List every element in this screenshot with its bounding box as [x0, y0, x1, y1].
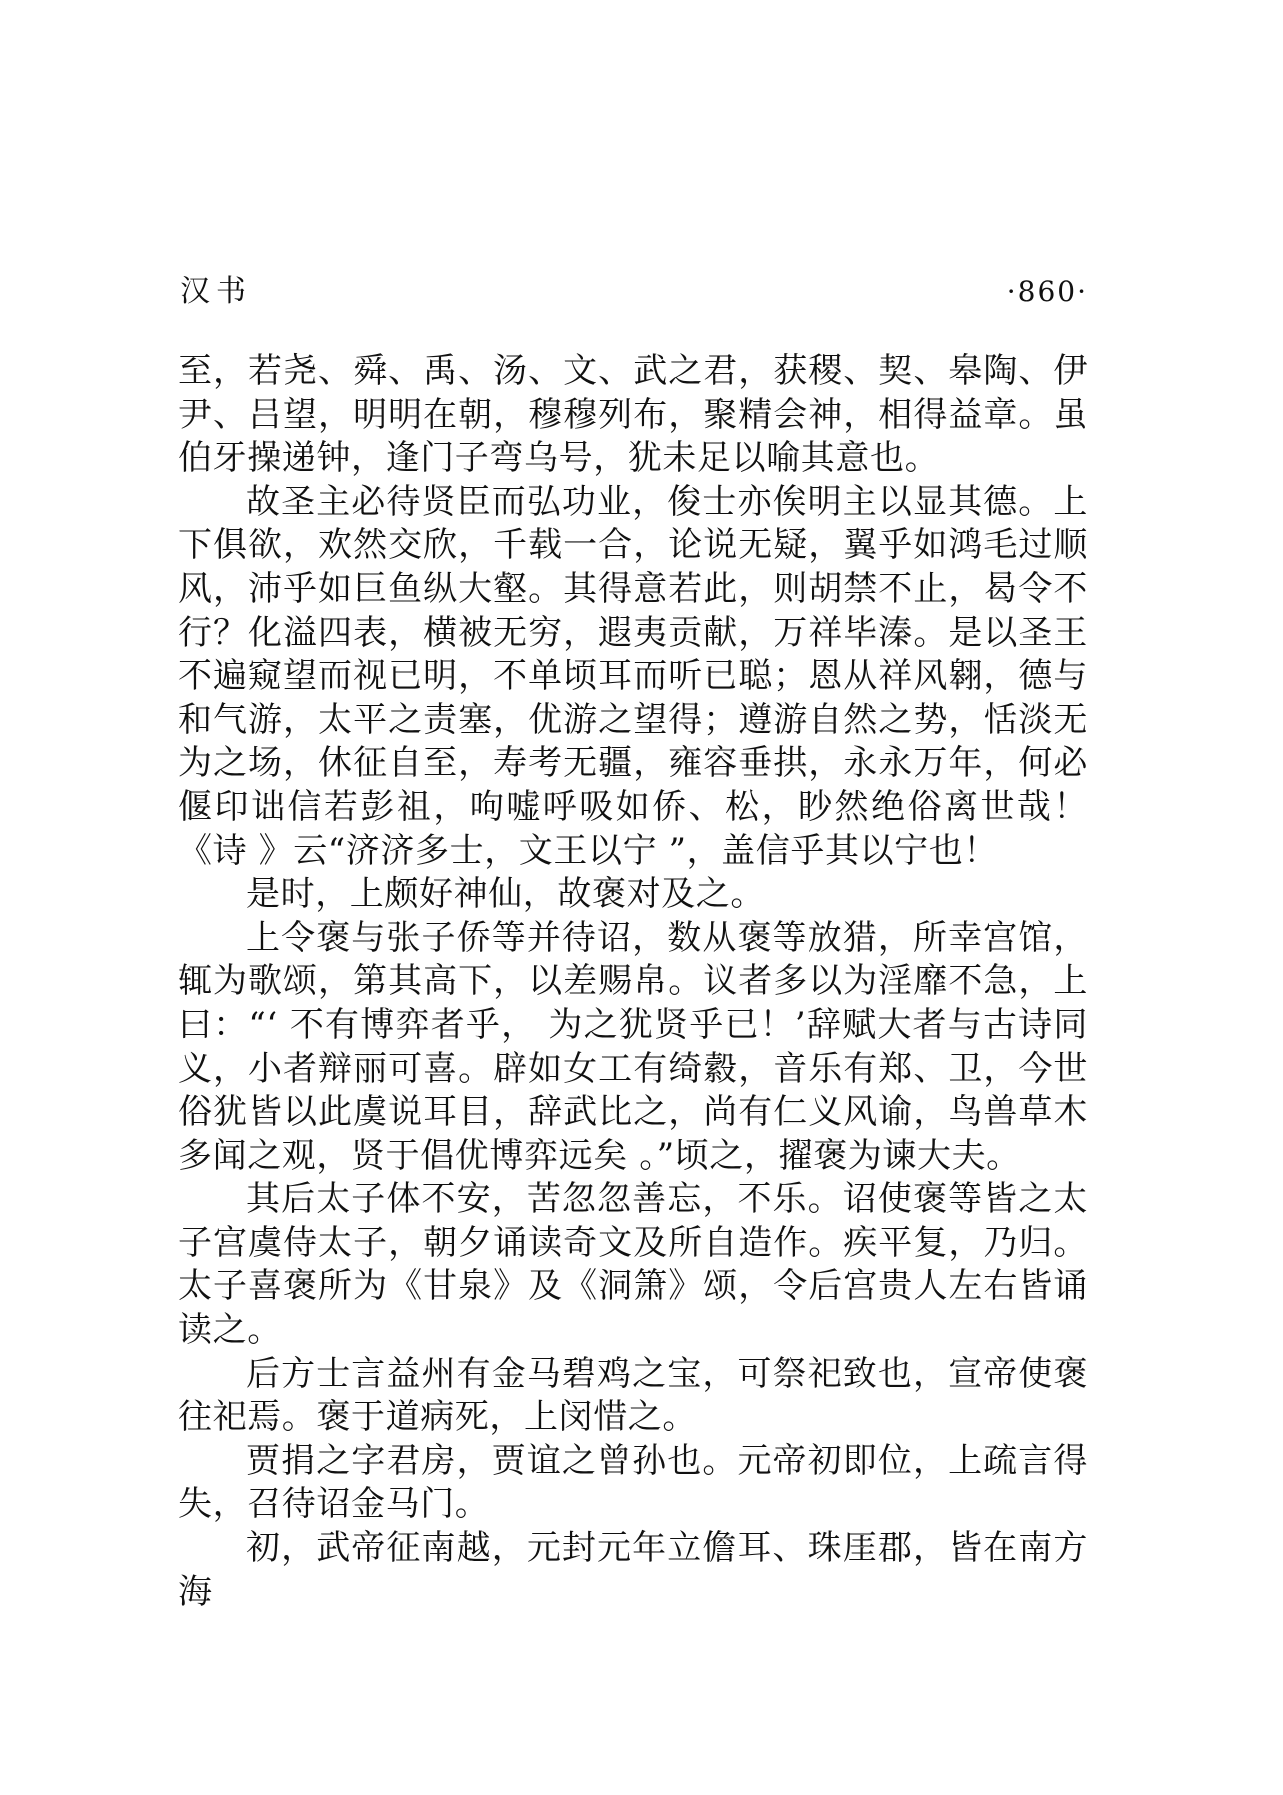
page-header: [180, 268, 1088, 316]
book-title: 汉书: [180, 274, 252, 309]
page-number: ·860·: [1006, 275, 1088, 308]
paragraph-3: 是时，上颇好神仙，故褒对及之。: [246, 874, 765, 915]
paragraph-8: 初，武帝征南越，元封元年立儋耳、珠厓郡，皆在南方海: [178, 1528, 1088, 1612]
paragraph-6: 后方士言益州有金马碧鸡之宝，可祭祀致也，宣帝使褒往祀焉。褒于道病死，上闵惜之。: [178, 1353, 1088, 1438]
body-text: [178, 350, 1088, 1614]
paragraph-1: 至，若尧、舜、禹、汤、文、武之君，获稷、契、皋陶、伊尹、吕望，明明在朝，穆穆列布，聚精会神，相得益章。虽伯牙操递钟，逢门子弯乌号，犹未足以喻其意也。: [178, 351, 1088, 479]
paragraph-4: 上令褒与张子侨等并待诏，数从褒等放猎，所幸宫馆，辄为歌颂，第其高下，以差赐帛。议者多以为淫靡不急，上曰：“‘ 不有博弈者乎， 为之犹贤乎已！’辞赋大者与古诗同义，小者辩丽可喜。辟如女工有绮縠，音乐有郑、卫，今世俗犹皆以此虞说耳目，辞武比之，尚有仁义风谕，鸟兽草木多闻之观，贤于倡优博弈远矣 。”顷之，擢褒为谏大夫。: [178, 917, 1088, 1176]
paragraph-7: 贾捐之字君房，贾谊之曾孙也。元帝初即位，上疏言得失，召待诏金马门。: [178, 1440, 1088, 1525]
paragraph-5: 其后太子体不安，苦忽忽善忘，不乐。诏使褒等皆之太子宫虞侍太子，朝夕诵读奇文及所自造作。疾平复，乃归。太子喜褒所为《甘泉》及《洞箫》颂，令后宫贵人左右皆诵读之。: [178, 1179, 1088, 1351]
paragraph-2: 故圣主必待贤臣而弘功业，俊士亦俟明主以显其德。上下俱欲，欢然交欣，千载一合，论说无疑，翼乎如鸿毛过顺风，沛乎如巨鱼纵大壑。其得意若此，则胡禁不止，曷令不行？化溢四表，横被无穷，遐夷贡献，万祥毕溱。是以圣王不遍窥望而视已明，不单顷耳而听已聪；恩从祥风翱，德与和气游，太平之责塞，优游之望得；遵游自然之势，恬淡无为之场，休征自至，寿考无疆，雍容垂拱，永永万年，何必偃印诎信若彭祖，呴嘘呼吸如侨、松，眇然绝俗离世哉！《诗 》云“济济多士，文王以宁 ”，盖信乎其以宁也！: [178, 481, 1088, 871]
